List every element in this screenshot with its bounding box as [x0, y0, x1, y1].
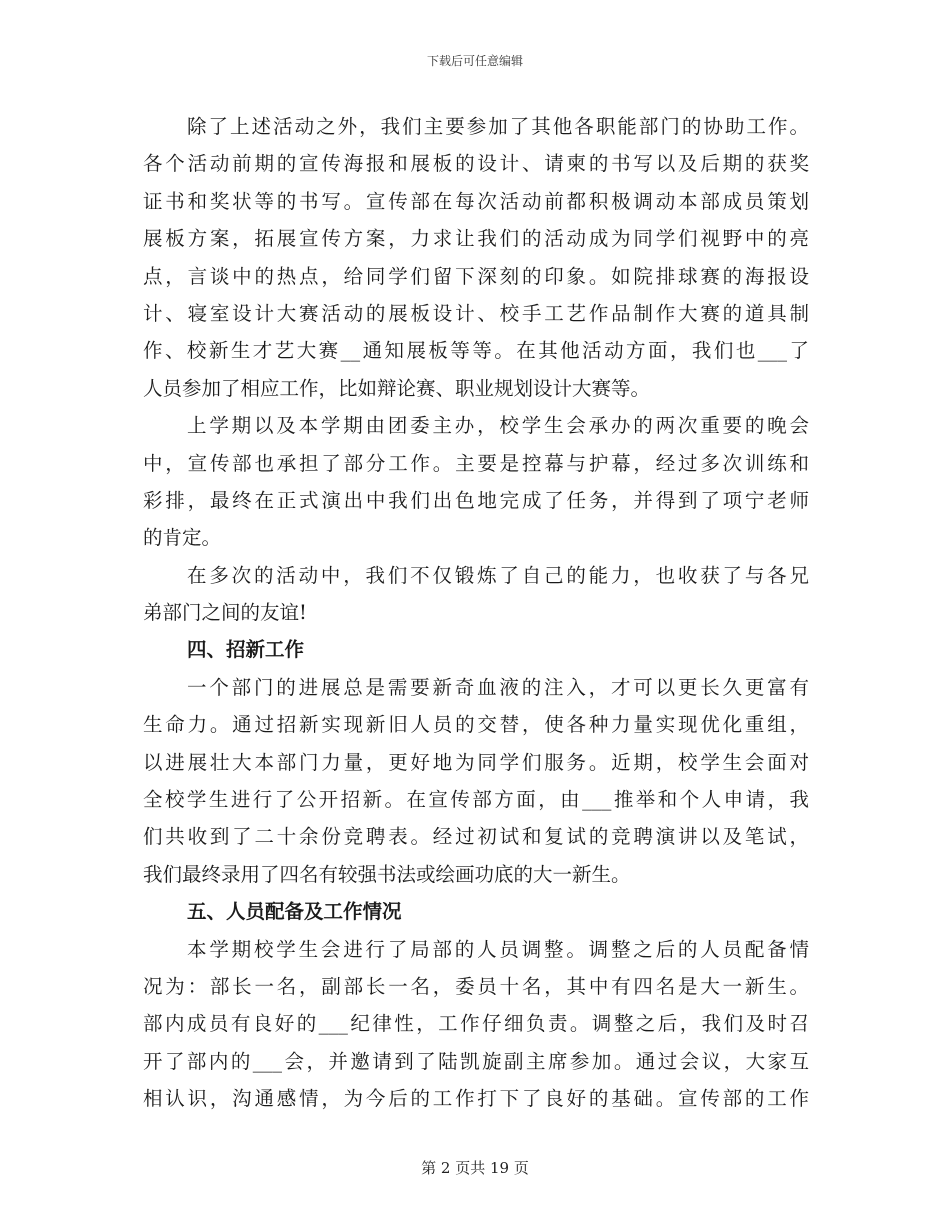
paragraph-line: 一个部门的进展总是需要新奇血液的注入，才可以更长久更富有 [187, 675, 809, 699]
section-heading: 四、招新工作 [187, 638, 305, 662]
paragraph-line: 在多次的活动中，我们不仅锻炼了自己的能力，也收获了与各兄 [187, 563, 809, 587]
paragraph-line: 况为：部长一名，副部长一名，委员十名，其中有四名是大一新生。 [143, 974, 809, 998]
paragraph-line: 们共收到了二十余份竞聘表。经过初试和复试的竞聘演讲以及笔试， [143, 825, 809, 849]
page-header: 下载后可任意编辑 [426, 54, 523, 68]
paragraph-line: 作、校新生才艺大赛__通知展板等等。在其他活动方面，我们也___了 [143, 339, 809, 363]
paragraph-line: 计、寝室设计大赛活动的展板设计、校手工艺作品制作大赛的道具制 [143, 301, 809, 325]
paragraph-line: 的肯定。 [143, 526, 222, 550]
paragraph-line: 全校学生进行了公开招新。在宣传部方面，由___推举和个人申请，我 [143, 788, 809, 812]
paragraph-line: 除了上述活动之外，我们主要参加了其他各职能部门的协助工作。 [187, 115, 809, 138]
paragraph-line: 本学期校学生会进行了局部的人员调整。调整之后的人员配备情 [187, 937, 809, 961]
paragraph-line: 各个活动前期的宣传海报和展板的设计、请柬的书写以及后期的获奖 [143, 152, 809, 176]
paragraph-line: 部内成员有良好的___纪律性，工作仔细负责。调整之后，我们及时召 [143, 1012, 809, 1036]
paragraph-line: 我们最终录用了四名有较强书法或绘画功底的大一新生。 [143, 862, 631, 886]
section-heading: 五、人员配备及工作情况 [187, 900, 402, 924]
page-footer: 第 2 页共 19 页 [421, 1159, 529, 1177]
paragraph-line: 弟部门之间的友谊! [143, 601, 307, 625]
paragraph-line: 开了部内的___会，并邀请到了陆凯旋副主席参加。通过会议，大家互 [143, 1049, 809, 1073]
paragraph-line: 展板方案，拓展宣传方案，力求让我们的活动成为同学们视野中的亮 [143, 227, 809, 251]
paragraph-line: 彩排，最终在正式演出中我们出色地完成了任务，并得到了项宁老师 [143, 488, 809, 512]
paragraph-line: 以进展壮大本部门力量，更好地为同学们服务。近期，校学生会面对 [143, 750, 809, 774]
document-body [143, 108, 809, 1118]
paragraph-line: 中，宣传部也承担了部分工作。主要是控幕与护幕，经过多次训练和 [143, 451, 809, 475]
paragraph-line: 人员参加了相应工作，比如辩论赛、职业规划设计大赛等。 [143, 376, 651, 400]
paragraph-line: 证书和奖状等的书写。宣传部在每次活动前都积极调动本部成员策划 [143, 189, 809, 213]
paragraph-line: 上学期以及本学期由团委主办，校学生会承办的两次重要的晚会 [187, 414, 809, 438]
paragraph-line: 生命力。通过招新实现新旧人员的交替，使各种力量实现优化重组， [143, 713, 809, 737]
paragraph-line: 点，言谈中的热点，给同学们留下深刻的印象。如院排球赛的海报设 [143, 264, 809, 288]
paragraph-line: 相认识，沟通感情，为今后的工作打下了良好的基础。宣传部的工作 [143, 1087, 809, 1111]
